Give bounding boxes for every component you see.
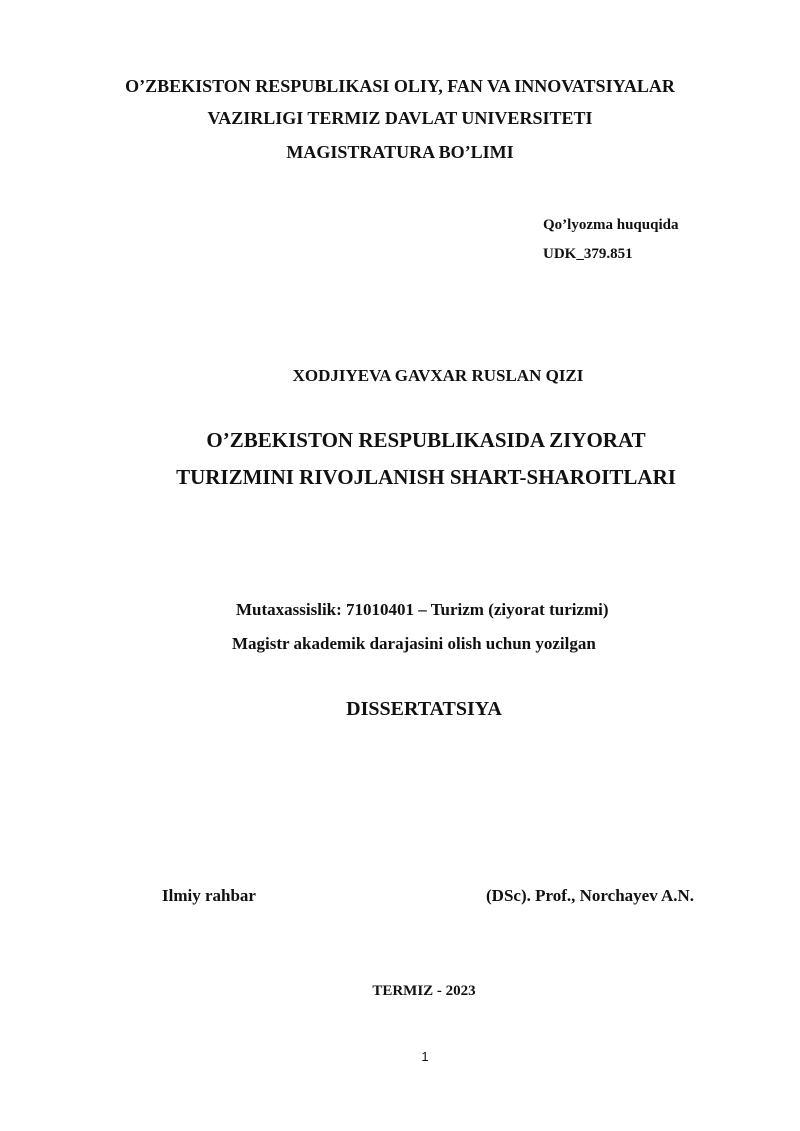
supervisor-name: (DSc). Prof., Norchayev A.N. (486, 886, 695, 905)
manuscript-rights-label: Qo’lyozma huquqida (543, 217, 679, 233)
author-name: XODJIYEVA GAVXAR RUSLAN QIZI (292, 366, 584, 385)
supervisor-label: Ilmiy rahbar (162, 886, 256, 905)
department-line: MAGISTRATURA BO’LIMI (286, 142, 514, 162)
page-number: 1 (421, 1049, 429, 1064)
specialty-line: Mutaxassislik: 71010401 – Turizm (ziyorat turizmi) (236, 600, 609, 619)
ministry-line-2: VAZIRLIGI TERMIZ DAVLAT UNIVERSITETI (207, 108, 593, 128)
ministry-line-1: O’ZBEKISTON RESPUBLIKASI OLIY, FAN VA INNOVATSIYALAR (125, 76, 675, 96)
udk-code: UDK_379.851 (543, 246, 633, 262)
document-type: DISSERTATSIYA (346, 698, 502, 720)
thesis-title-line-2: TURIZMINI RIVOJLANISH SHART-SHAROITLARI (176, 465, 676, 489)
city-year: TERMIZ - 2023 (372, 983, 476, 999)
degree-purpose-line: Magistr akademik darajasini olish uchun yozilgan (232, 634, 596, 653)
thesis-title-line-1: O’ZBEKISTON RESPUBLIKASIDA ZIYORAT (206, 428, 646, 452)
